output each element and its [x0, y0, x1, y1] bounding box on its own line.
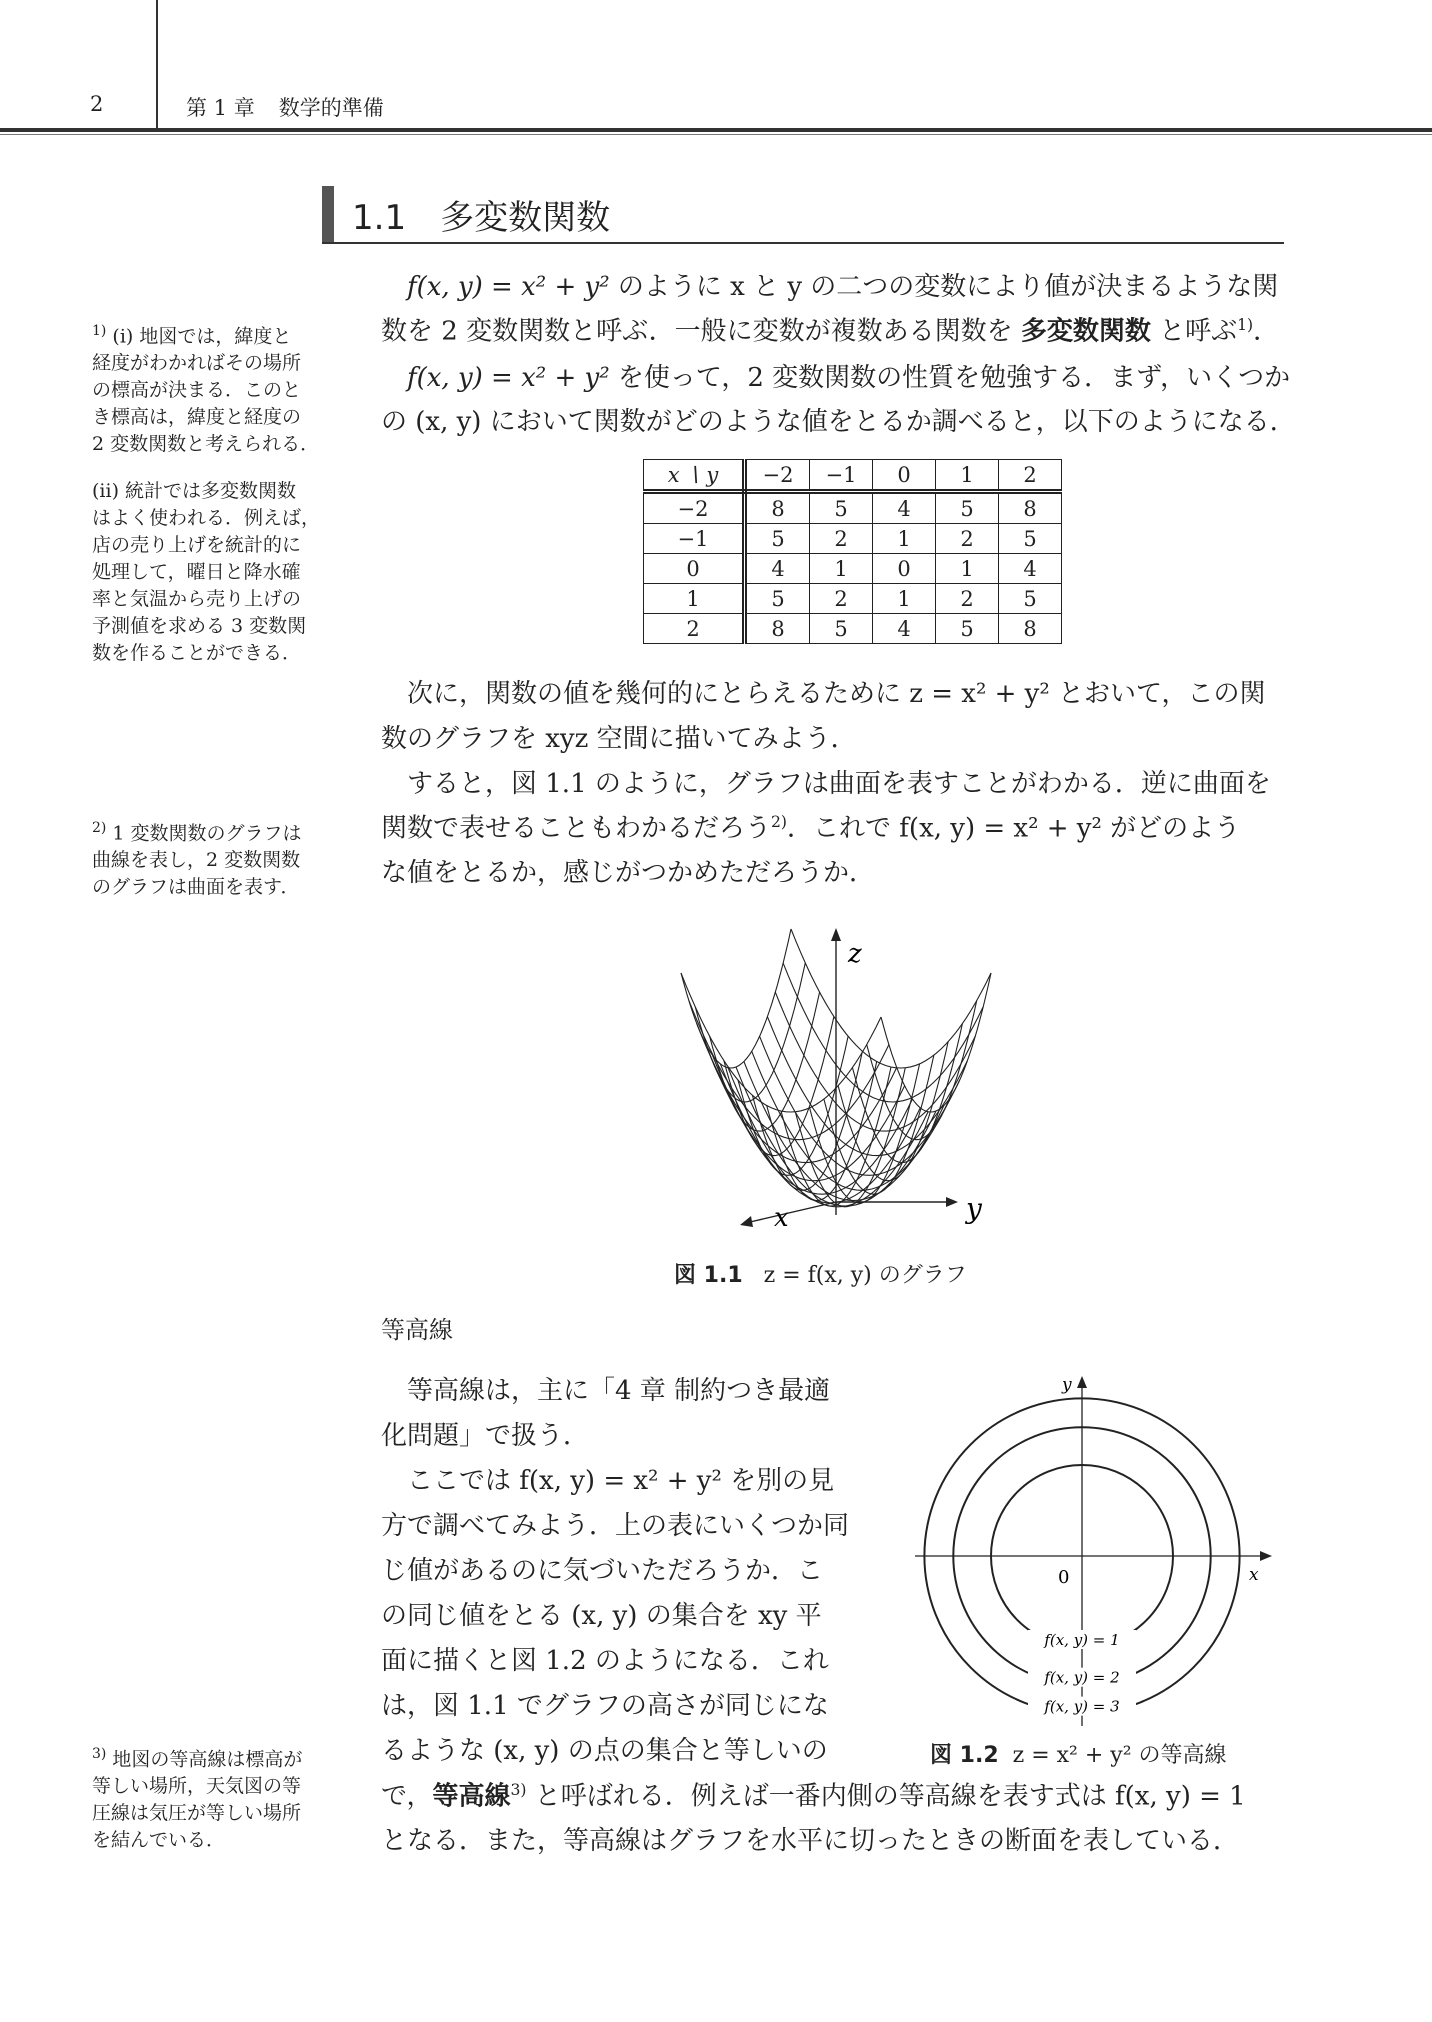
mesh-line [867, 1001, 977, 1140]
table-row [644, 524, 1062, 554]
sidenote-1-part2 [92, 478, 342, 667]
sidenote-line: はよく使われる．例えば， [92, 507, 321, 530]
table-cell: 8 [999, 492, 1062, 524]
term-multivariable-function: 多変数関数 [1020, 316, 1151, 347]
contour-label: f(x, y) = 1 [1044, 1631, 1120, 1649]
sidenote-line: 曲線を表し，2 変数関数 [92, 849, 301, 872]
section-title-text: 多変数関数 [440, 198, 611, 238]
running-head [186, 92, 408, 122]
para3-line2: 数のグラフを xyz 空間に描いてみよう． [381, 724, 857, 754]
row-header: −2 [644, 492, 745, 524]
corner-label: x ∖ y [667, 462, 719, 487]
table-corner [644, 460, 745, 492]
para1-line2 [381, 318, 1279, 345]
para5-line7: 面に描くと図 1.2 のようになる．これ [381, 1646, 829, 1676]
footnote-ref-3[interactable]: 3) [510, 1781, 527, 1799]
table-cell: 1 [873, 524, 936, 554]
sidenote-line [92, 318, 342, 350]
para2-line2: の (x, y) において関数がどのような値をとるか調べると，以下のようになる． [381, 407, 1296, 437]
column-header: 1 [936, 460, 999, 492]
text: 関数で表せることもわかるだろう [381, 813, 772, 844]
para1-line1 [407, 274, 1278, 300]
sidenote-line: 予測値を求める 3 変数関 [92, 615, 307, 638]
sidenote-line: 圧線は気圧が等しい場所 [92, 1802, 302, 1825]
para5-line4: 方で調べてみよう．上の表にいくつか同 [381, 1511, 850, 1541]
sidenote-line: 数を作ることができる． [92, 642, 302, 665]
contour-figure [900, 1368, 1280, 1738]
table-cell: 2 [936, 524, 999, 554]
text: ．これで f(x, y) = x² + y² がどのよう [787, 813, 1241, 844]
mesh-line [681, 929, 791, 1068]
sidenote-line: 処理して，曜日と降水確 [92, 561, 301, 584]
column-header: 0 [873, 460, 936, 492]
para5-line8: は，図 1.1 でグラフの高さが同じにな [381, 1691, 829, 1721]
table-cell: 4 [873, 614, 936, 644]
x-axis-label: x [1249, 1565, 1259, 1585]
table-cell: 2 [810, 584, 873, 614]
text: と呼ばれる．例えば一番内側の等高線を表す式は f(x, y) = 1 [526, 1781, 1246, 1812]
sidenote-1-mark: 1) [92, 323, 107, 339]
section-number: 1.1 [352, 198, 407, 238]
table-cell: 5 [745, 524, 810, 554]
sidenote-line: (ii) 統計では多変数関数 [92, 480, 297, 503]
row-header: −1 [644, 524, 745, 554]
footnote-ref-2[interactable]: 2) [771, 813, 788, 831]
para5-line3: ここでは f(x, y) = x² + y² を別の見 [407, 1466, 835, 1496]
para5-line11: となる．また，等高線はグラフを水平に切ったときの断面を表している． [381, 1826, 1240, 1856]
table-cell: 4 [999, 554, 1062, 584]
z-axis-label: z [848, 939, 862, 969]
table-cell: 5 [999, 524, 1062, 554]
chapter-title: 数学的準備 [278, 96, 384, 120]
table-row [644, 584, 1062, 614]
mesh-line [783, 963, 983, 1102]
figure1-label: 図 1.1 [674, 1263, 743, 1288]
table-row [644, 554, 1062, 584]
page-number: 2 [90, 92, 104, 116]
table-header-row [644, 460, 1062, 492]
row-header: 1 [644, 584, 745, 614]
table-cell: 5 [810, 492, 873, 524]
table-cell: 5 [936, 492, 999, 524]
text: 数を 2 変数関数と呼ぶ．一般に変数が複数ある関数を [381, 316, 1021, 347]
sidenote-3 [92, 1741, 342, 1854]
para4-line1: すると，図 1.1 のように，グラフは曲面を表すことがわかる．逆に曲面を [407, 769, 1271, 799]
figure2-label: 図 1.2 [930, 1743, 999, 1768]
table-cell: 4 [745, 554, 810, 584]
figure1-caption [674, 1258, 967, 1289]
text: (i) 地図では，緯度と [112, 325, 292, 348]
y-axis-label: y [1062, 1375, 1072, 1395]
column-header: 2 [999, 460, 1062, 492]
formula: f(x, y) = x² + y² [407, 363, 610, 393]
para5-line10 [381, 1783, 1246, 1810]
table-cell: 5 [999, 584, 1062, 614]
sidenote-line: き標高は，緯度と経度の [92, 406, 302, 429]
sidenote-1 [92, 318, 342, 667]
x-axis-label: x [774, 1203, 789, 1233]
para5-line6: の同じ値をとる (x, y) の集合を xy 平 [381, 1601, 822, 1631]
function-values-table [643, 459, 1062, 644]
sidenote-line: 店の売り上げを統計的に [92, 534, 302, 557]
para5-line9: るような (x, y) の点の集合と等しいの [381, 1736, 828, 1766]
sidenote-line: のグラフは曲面を表す． [92, 876, 300, 899]
x-axis-arrow [740, 1216, 753, 1227]
table-cell: 5 [745, 584, 810, 614]
sidenote-line: 2 変数関数と考えられる． [92, 433, 320, 456]
contour-label: f(x, y) = 3 [1044, 1697, 1120, 1716]
contour-label: f(x, y) = 2 [1044, 1668, 1120, 1687]
footnote-ref-1[interactable]: 1) [1237, 316, 1254, 334]
figure2-caption [930, 1738, 1227, 1769]
para4-line2 [381, 815, 1240, 842]
y-axis-arrow [1077, 1376, 1087, 1388]
row-header: 2 [644, 614, 745, 644]
sidenote-3-mark: 3) [92, 1746, 107, 1762]
sidenote-line [92, 1741, 342, 1773]
header-rule-thin [0, 134, 1432, 135]
table-row [644, 492, 1062, 524]
mesh-line [752, 1051, 952, 1190]
figure1-caption-text: z = f(x, y) のグラフ [763, 1263, 967, 1288]
text: のように x と y の二つの変数により値が決まるような関 [609, 272, 1279, 302]
table-cell: 1 [936, 554, 999, 584]
table-cell: 2 [810, 524, 873, 554]
text: を使って，2 変数関数の性質を勉強する．まず，いくつか [609, 363, 1291, 393]
section-marker [322, 186, 334, 244]
figure2-caption-text: z = x² + y² の等高線 [1012, 1743, 1227, 1768]
x-axis [750, 1202, 836, 1222]
sidenote-line [92, 815, 342, 847]
header-rule [0, 128, 1432, 132]
column-header: −2 [745, 460, 810, 492]
text: 1 変数関数のグラフは [112, 822, 302, 845]
formula: f(x, y) = x² + y² [407, 272, 610, 302]
text: ． [1253, 316, 1280, 347]
text: で， [381, 1781, 433, 1812]
para2-line1 [407, 365, 1290, 391]
para5-line5: じ値があるのに気づいただろうか．こ [381, 1556, 824, 1586]
sidenote-line: を結んでいる． [92, 1829, 226, 1852]
table-row [644, 614, 1062, 644]
sidenote-line: 率と気温から売り上げの [92, 588, 302, 611]
sidenote-1-part1 [92, 318, 342, 458]
sidenote-line: 等しい場所，天気図の等 [92, 1775, 302, 1798]
y-axis-arrow [946, 1197, 958, 1207]
mesh-line [728, 1068, 928, 1207]
table-cell: 1 [873, 584, 936, 614]
text: 地図の等高線は標高が [112, 1748, 303, 1771]
header-divider [156, 0, 158, 128]
text: と呼ぶ [1150, 316, 1238, 347]
table-cell: 1 [810, 554, 873, 584]
table-cell: 5 [810, 614, 873, 644]
table-cell: 2 [936, 584, 999, 614]
column-header: −1 [810, 460, 873, 492]
table-cell: 8 [999, 614, 1062, 644]
table-cell: 0 [873, 554, 936, 584]
para4-line3: な値をとるか，感じがつかめただろうか． [381, 858, 876, 888]
sidenote-line: の標高が決まる．このと [92, 379, 302, 402]
sidenote-line: 経度がわかればその場所 [92, 352, 302, 375]
z-axis-arrow [831, 928, 841, 941]
sidenote-2-mark: 2) [92, 820, 107, 836]
mesh-line [705, 1042, 905, 1181]
mesh-line [695, 963, 805, 1102]
subheading-contour: 等高線 [381, 1316, 453, 1344]
term-contour: 等高線 [432, 1781, 511, 1812]
table-cell: 4 [873, 492, 936, 524]
y-axis-label: y [966, 1192, 982, 1225]
table-cell: 8 [745, 492, 810, 524]
table-cell: 5 [936, 614, 999, 644]
origin-label: 0 [1058, 1567, 1070, 1588]
section-rule [322, 242, 1284, 244]
x-axis-arrow [1260, 1551, 1272, 1561]
para3-line1: 次に，関数の値を幾何的にとらえるために z = x² + y² とおいて，この関 [407, 679, 1266, 709]
table-cell: 8 [745, 614, 810, 644]
row-header: 0 [644, 554, 745, 584]
paraboloid-figure [590, 910, 1020, 1250]
chapter-number: 第 1 章 [186, 96, 255, 120]
sidenote-2 [92, 815, 342, 901]
para5-line1: 等高線は，主に「4 章 制約つき最適 [407, 1376, 831, 1406]
section-title [352, 190, 610, 239]
para5-line2: 化問題」で扱う． [381, 1421, 590, 1451]
